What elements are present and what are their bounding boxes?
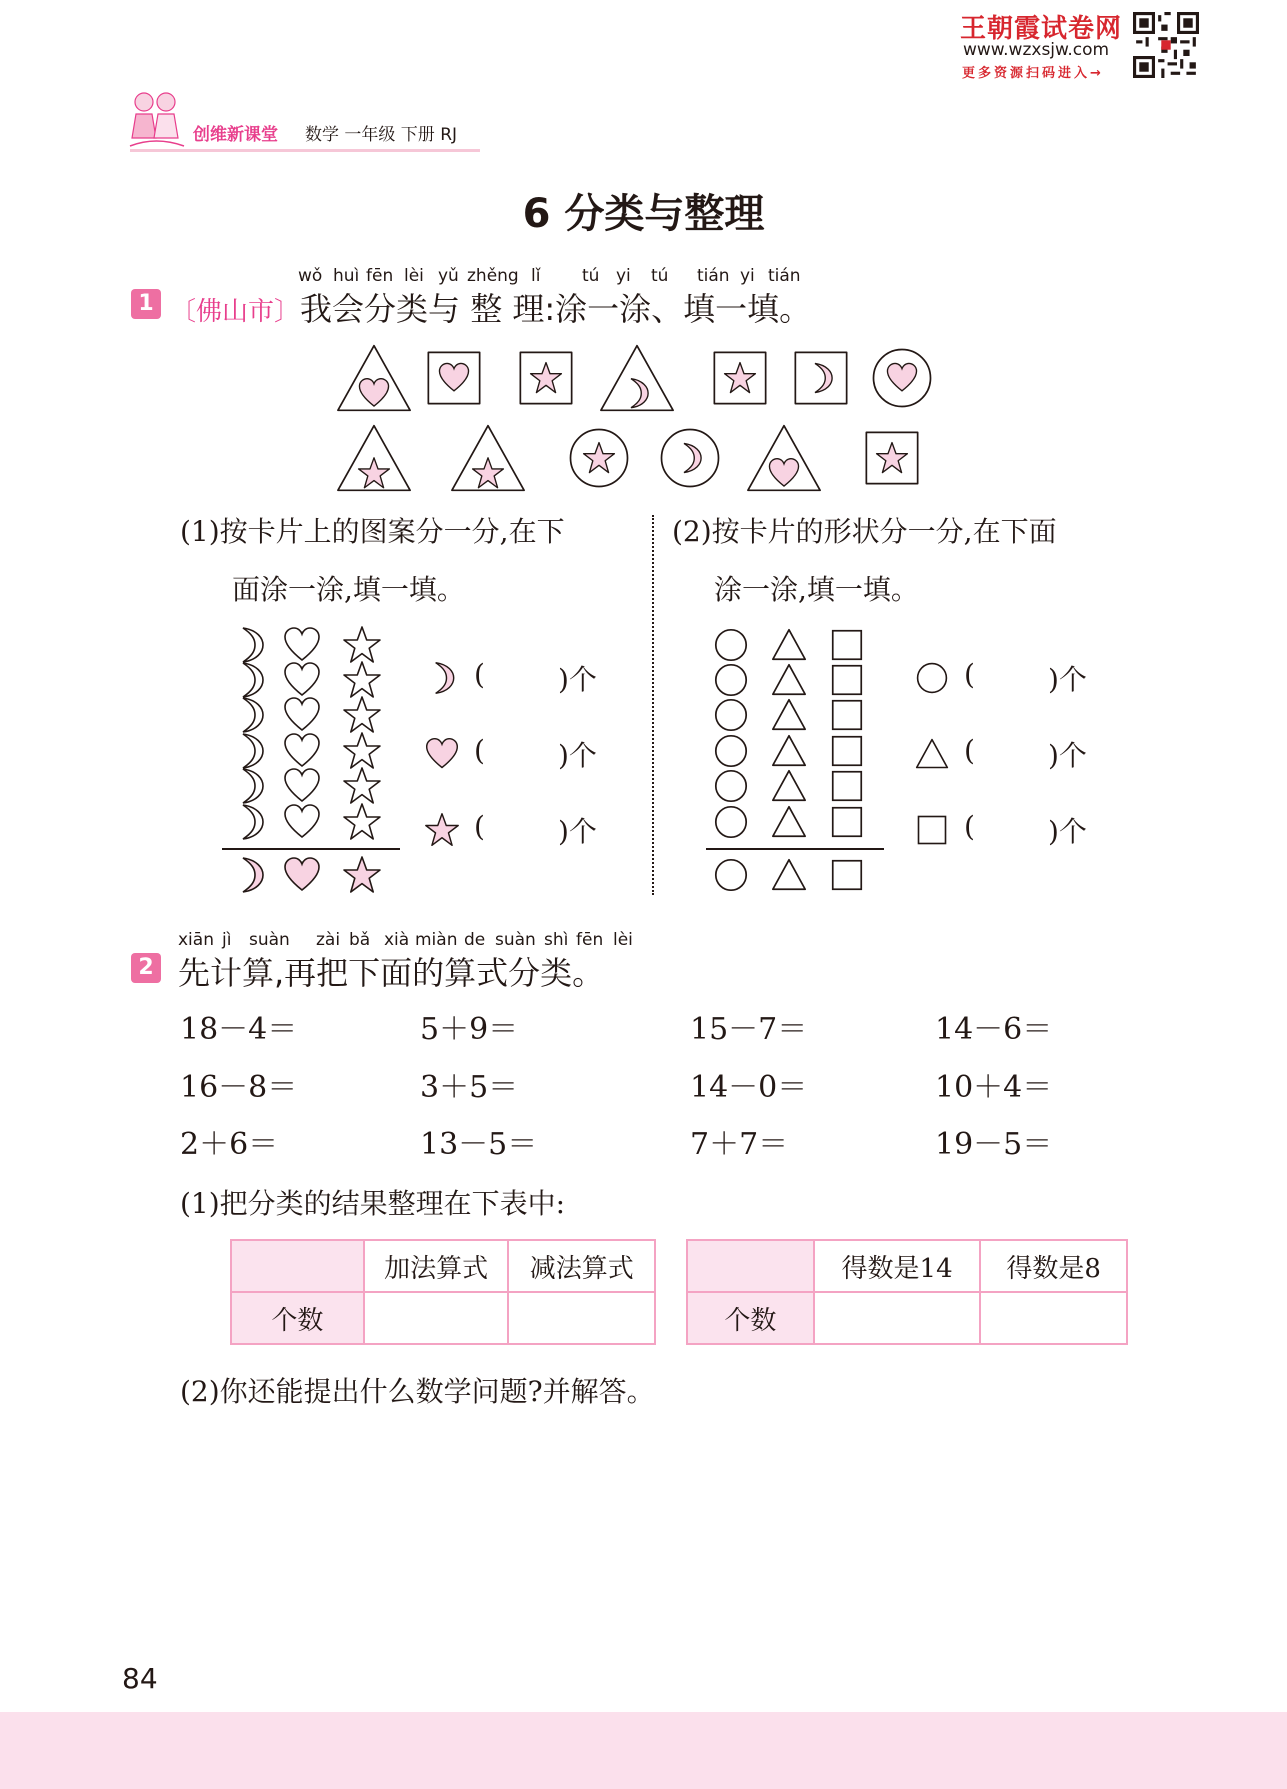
q1-part1-counts — [424, 660, 644, 860]
pinyin-syllable: huì — [333, 266, 360, 286]
equation-item[interactable]: 5＋9＝ — [420, 1012, 519, 1047]
cards-row-2 — [336, 420, 926, 490]
grid-heart-icon — [282, 660, 322, 700]
card-square-star[interactable] — [854, 420, 930, 496]
q1-part2-divider — [706, 848, 884, 850]
watermark-url[interactable]: www.wzxsjw.com — [963, 40, 1110, 60]
pinyin-syllable: miàn — [415, 930, 458, 950]
question-2-text: 先计算,再把下面的算式分类。 — [178, 954, 605, 992]
grid-triangle-icon — [770, 732, 808, 770]
q1-part2-line1: (2)按卡片的形状分一分,在下面 — [672, 515, 1057, 548]
table1-corner — [231, 1240, 364, 1292]
equation-grid — [180, 1004, 1140, 1174]
count-close-unit: )个 — [558, 815, 597, 848]
count-moon-icon — [424, 660, 460, 696]
count-open-paren: ( — [474, 810, 485, 843]
count-close-unit: )个 — [1048, 815, 1087, 848]
card-circle-moon[interactable] — [652, 420, 728, 496]
grid-circle-icon — [712, 767, 750, 805]
question-1-source: 〔佛山市〕 — [170, 297, 301, 327]
pinyin-syllable: xià — [384, 930, 410, 950]
table2-header-8: 得数是8 — [980, 1240, 1127, 1292]
card-triangle-star[interactable] — [450, 420, 526, 496]
grid-heart-icon — [282, 695, 322, 735]
equation-item[interactable]: 10＋4＝ — [935, 1070, 1053, 1105]
q2-part1-text: (1)把分类的结果整理在下表中: — [180, 1187, 566, 1220]
grid-square-filled-icon — [828, 856, 866, 894]
q1-part1-line2: 面涂一涂,填一填。 — [232, 573, 465, 606]
pinyin-syllable: fēn — [576, 930, 604, 950]
equation-item[interactable]: 15－7＝ — [690, 1012, 808, 1047]
header-divider — [130, 149, 480, 152]
equation-item[interactable]: 18－4＝ — [180, 1012, 298, 1047]
card-triangle-heart[interactable] — [746, 420, 822, 496]
card-triangle-star[interactable] — [336, 420, 412, 496]
equation-item[interactable]: 14－6＝ — [935, 1012, 1053, 1047]
pinyin-syllable: tián — [768, 266, 801, 286]
page-number: 84 — [122, 1662, 158, 1695]
count-triangle-icon — [914, 736, 950, 772]
bottom-decoration — [0, 1712, 1287, 1789]
table2-result14-count-cell[interactable] — [814, 1292, 980, 1344]
count-star-icon — [424, 812, 460, 848]
count-open-paren: ( — [474, 734, 485, 767]
watermark-more: 更多资源扫码进入→ — [962, 66, 1104, 81]
pinyin-syllable: lèi — [613, 930, 633, 950]
count-open-paren: ( — [964, 810, 975, 843]
grid-star-icon — [342, 695, 382, 735]
card-circle-star[interactable] — [561, 420, 637, 496]
table-add-subtract — [230, 1239, 656, 1345]
pinyin-syllable: yi — [616, 266, 631, 286]
brand-name: 创维新课堂 — [193, 125, 278, 145]
grid-square-icon — [828, 626, 866, 664]
table2-header-14: 得数是14 — [814, 1240, 980, 1292]
section-separator — [652, 515, 654, 895]
card-square-moon[interactable] — [783, 340, 859, 416]
table1-row-label: 个数 — [231, 1292, 364, 1344]
count-close-unit: )个 — [1048, 739, 1087, 772]
grid-triangle-icon — [770, 626, 808, 664]
watermark-title: 王朝霞试卷网 — [960, 14, 1123, 44]
grid-triangle-filled-icon — [770, 856, 808, 894]
cards-row-1 — [336, 340, 926, 410]
count-close-unit: )个 — [558, 739, 597, 772]
equation-item[interactable]: 2＋6＝ — [180, 1127, 279, 1162]
pinyin-syllable: de — [464, 930, 486, 950]
card-triangle-heart[interactable] — [336, 340, 412, 416]
grid-triangle-icon — [770, 696, 808, 734]
grid-heart-icon — [282, 766, 322, 806]
card-square-heart[interactable] — [416, 340, 492, 416]
equation-item[interactable]: 14－0＝ — [690, 1070, 808, 1105]
card-square-star[interactable] — [508, 340, 584, 416]
grid-triangle-icon — [770, 661, 808, 699]
pinyin-syllable: bǎ — [349, 930, 371, 950]
grid-square-icon — [828, 803, 866, 841]
grid-star-filled-icon — [342, 855, 382, 895]
table2-corner — [687, 1240, 814, 1292]
grid-star-icon — [342, 625, 382, 665]
pinyin-syllable: tián — [697, 266, 730, 286]
q1-part1-line1: (1)按卡片上的图案分一分,在下 — [180, 515, 565, 548]
q1-part1-divider — [222, 848, 400, 850]
grid-star-icon — [342, 766, 382, 806]
grid-moon-icon — [230, 660, 270, 700]
question-2-badge: 2 — [131, 953, 161, 983]
grid-heart-icon — [282, 802, 322, 842]
q2-part2-text: (2)你还能提出什么数学问题?并解答。 — [180, 1375, 655, 1408]
count-square-icon — [914, 812, 950, 848]
pinyin-syllable: fēn — [366, 266, 394, 286]
equation-item[interactable]: 16－8＝ — [180, 1070, 298, 1105]
equation-item[interactable]: 13－5＝ — [420, 1127, 538, 1162]
q1-part2-counts — [914, 660, 1134, 860]
grid-circle-icon — [712, 803, 750, 841]
grid-circle-icon — [712, 661, 750, 699]
question-1-badge: 1 — [131, 289, 161, 319]
pinyin-syllable: suàn — [495, 930, 536, 950]
qr-code-icon[interactable] — [1133, 12, 1199, 78]
count-heart-icon — [424, 736, 460, 772]
grid-square-icon — [828, 767, 866, 805]
pinyin-syllable: lèi — [404, 266, 424, 286]
grid-moon-icon — [230, 802, 270, 842]
table-results — [686, 1239, 1128, 1345]
book-info: 数学 一年级 下册 RJ — [305, 125, 458, 145]
card-square-star[interactable] — [702, 340, 778, 416]
table1-add-count-cell[interactable] — [364, 1292, 509, 1344]
pinyin-syllable: yǔ — [438, 266, 459, 286]
q1-part2-line2: 涂一涂,填一填。 — [714, 573, 919, 606]
count-circle-icon — [914, 660, 950, 696]
pinyin-syllable: xiān — [178, 930, 214, 950]
q1-part1-coloring-grid[interactable] — [222, 625, 402, 895]
kids-logo-icon — [126, 88, 186, 152]
grid-star-icon — [342, 660, 382, 700]
grid-triangle-icon — [770, 767, 808, 805]
page-title: 6 分类与整理 — [522, 191, 765, 237]
count-close-unit: )个 — [1048, 663, 1087, 696]
grid-heart-filled-icon — [282, 855, 322, 895]
grid-star-icon — [342, 802, 382, 842]
pinyin-syllable: jì — [222, 930, 232, 950]
count-open-paren: ( — [474, 658, 485, 691]
pinyin-syllable: zhěng — [467, 266, 519, 286]
grid-moon-icon — [230, 766, 270, 806]
grid-moon-filled-icon — [230, 855, 270, 895]
table1-header-subtract: 减法算式 — [508, 1240, 655, 1292]
table1-header-add: 加法算式 — [364, 1240, 509, 1292]
grid-square-icon — [828, 732, 866, 770]
grid-heart-icon — [282, 731, 322, 771]
equation-item[interactable]: 3＋5＝ — [420, 1070, 519, 1105]
card-triangle-moon[interactable] — [599, 340, 675, 416]
pinyin-syllable: wǒ — [298, 266, 323, 286]
pinyin-syllable: tú — [651, 266, 669, 286]
pinyin-syllable: tú — [582, 266, 600, 286]
count-open-paren: ( — [964, 734, 975, 767]
grid-circle-icon — [712, 696, 750, 734]
table2-result8-count-cell[interactable] — [980, 1292, 1127, 1344]
grid-square-icon — [828, 696, 866, 734]
grid-moon-icon — [230, 731, 270, 771]
grid-circle-icon — [712, 732, 750, 770]
grid-triangle-icon — [770, 803, 808, 841]
q1-part2-coloring-grid[interactable] — [710, 628, 890, 898]
pinyin-syllable: shì — [544, 930, 569, 950]
grid-circle-icon — [712, 626, 750, 664]
table1-subtract-count-cell[interactable] — [508, 1292, 655, 1344]
equation-item[interactable]: 19－5＝ — [935, 1127, 1053, 1162]
pinyin-syllable: yi — [740, 266, 755, 286]
question-1-header — [170, 284, 811, 330]
grid-moon-icon — [230, 695, 270, 735]
question-1-text: 我会分类与 整 理:涂一涂、填一填。 — [300, 290, 812, 328]
grid-moon-icon — [230, 625, 270, 665]
card-circle-heart[interactable] — [864, 340, 940, 416]
count-close-unit: )个 — [558, 663, 597, 696]
grid-square-icon — [828, 661, 866, 699]
table2-row-label: 个数 — [687, 1292, 814, 1344]
pinyin-syllable: zài — [316, 930, 341, 950]
pinyin-syllable: lǐ — [531, 266, 541, 286]
grid-heart-icon — [282, 625, 322, 665]
grid-star-icon — [342, 731, 382, 771]
equation-item[interactable]: 7＋7＝ — [690, 1127, 789, 1162]
grid-circle-filled-icon — [712, 856, 750, 894]
count-open-paren: ( — [964, 658, 975, 691]
pinyin-syllable: suàn — [249, 930, 290, 950]
